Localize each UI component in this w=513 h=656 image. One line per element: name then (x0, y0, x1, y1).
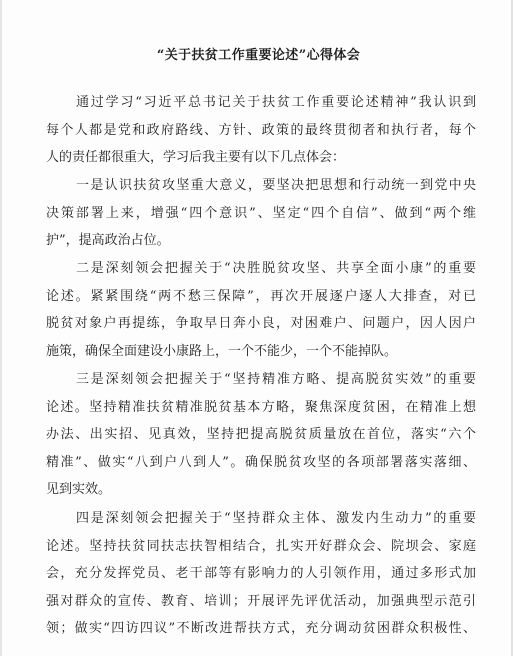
paragraph-point-three (46, 366, 476, 504)
text-line: 四是深刻领会把握关于“坚持群众主体、激发内生动力”的重要 (76, 511, 476, 526)
text-line: 论述。坚持扶贫同扶志扶智相结合，扎实开好群众会、院坝会、家庭 (46, 538, 476, 554)
text-line: 一是认识扶贫攻坚重大意义，要坚决把思想和行动统一到党中央 (76, 178, 476, 193)
paragraph-point-four (46, 505, 476, 643)
paragraph-intro (46, 89, 476, 172)
text-line: 每个人都是党和政府路线、方针、政策的最终贯彻者和执行者，每个 (46, 122, 476, 138)
text-line: 论述。坚持精准扶贫精准脱贫基本方略，聚焦深度贫困，在精准上想 (46, 399, 476, 415)
text-line: 脱贫对象户再提练，争取早日奔小良，对困难户、问题户，因人因户 (46, 316, 476, 331)
paragraph-point-two (46, 255, 476, 365)
text-line: 精准”、做实“八到户八到人”。确保脱贫攻坚的各项部署落实落细、 (46, 454, 476, 470)
text-line: 人的责任都很重大，学习后我主要有以下几点体会： (46, 150, 346, 165)
paragraph-point-one (46, 172, 476, 255)
text-line: 会，充分发挥党员、老干部等有影响力的人引领作用，通过多形式加 (46, 566, 476, 581)
document-title: “关于扶贫工作重要论述”心得体会 (156, 48, 361, 63)
text-line: 二是深刻领会把握关于“决胜脱贫攻坚、共享全面小康”的重要 (76, 261, 476, 276)
text-line: 见到实效。 (46, 482, 112, 497)
text-line: 决策部署上来，增强“四个意识”、坚定“四个自信”、做到“两个维 (46, 205, 476, 221)
text-line: 强对群众的宣传、教育、培训；开展评先评优活动，加强典型示范引 (46, 593, 476, 609)
text-line: 领；做实“四访四议”不断改进帮扶方式，充分调动贫困群众积极性、 (46, 621, 476, 636)
text-line: 论述。紧紧围绕“两不愁三保障”，再次开展逐户逐人大排查，对已 (46, 288, 476, 304)
text-line: 三是深刻领会把握关于“坚持精准方略、提高脱贫实效”的重要 (76, 372, 476, 387)
text-line: 护”，提高政治占位。 (46, 233, 170, 248)
text-line: 通过学习“习近平总书记关于扶贫工作重要论述精神”我认识到 (76, 95, 476, 110)
text-line: 办法、出实招、见真效，坚持把提高脱贫质量放在首位，落实“六个 (46, 427, 476, 442)
text-line: 施策，确保全面建设小康路上，一个不能少，一个不能掉队。 (46, 343, 398, 359)
